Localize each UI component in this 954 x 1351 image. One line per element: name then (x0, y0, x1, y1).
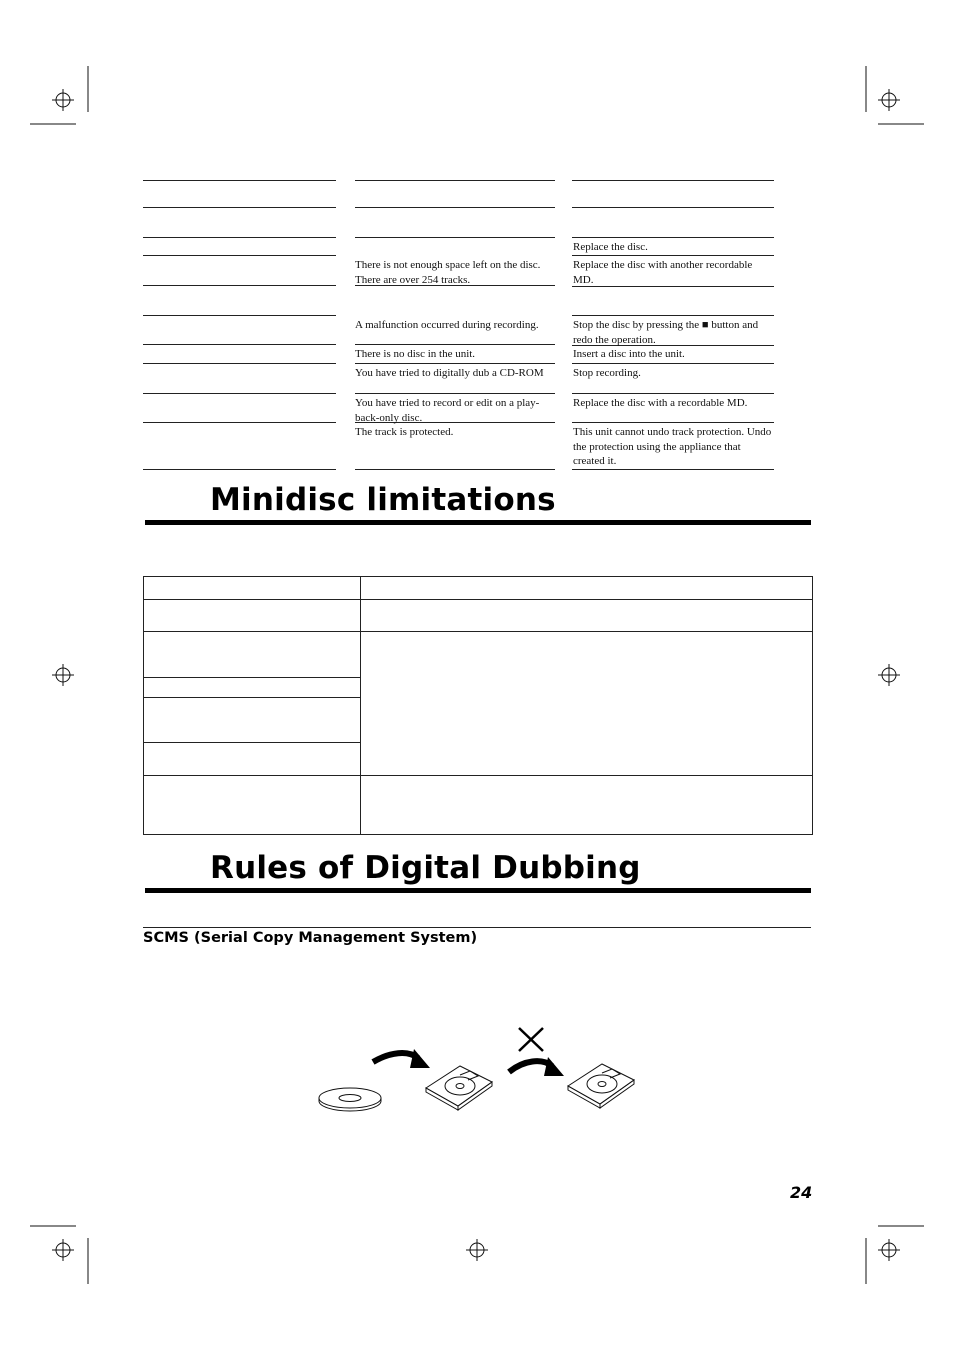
table-cell-remedy: Stop recording. (573, 367, 641, 379)
table-rule (143, 237, 336, 238)
table-rule (572, 422, 774, 423)
table-rule (143, 363, 336, 364)
section-title-digital-dubbing: Rules of Digital Dubbing (210, 850, 641, 886)
cross-mark-icon (519, 1028, 543, 1051)
table-rule (143, 697, 360, 698)
table-rule (355, 237, 555, 238)
table-rule (143, 315, 336, 316)
table-rule (143, 599, 813, 600)
table-rule (572, 207, 774, 208)
table-rule (143, 742, 360, 743)
registration-mark-icon (466, 1239, 488, 1261)
table-rule (143, 422, 336, 423)
table-rule (572, 363, 774, 364)
table-rule (355, 207, 555, 208)
curved-arrow-icon (373, 1049, 430, 1068)
table-cell-cause: There is not enough space left on the disc. There are over 254 tracks. (355, 259, 541, 286)
scms-illustration (310, 1020, 650, 1120)
table-frame (143, 576, 813, 835)
table-cell-remedy: Replace the disc with a recordable MD. (573, 397, 748, 409)
table-cell-cause: The track is protected. (355, 426, 454, 438)
section-title-minidisc-limitations: Minidisc limitations (210, 482, 556, 518)
minidisc-icon (568, 1064, 634, 1108)
table-cell-cause: You have tried to record or edit on a play-back-only disc. (355, 397, 540, 424)
registration-mark-icon (878, 664, 900, 686)
table-rule (572, 255, 774, 256)
table-rule (355, 180, 555, 181)
table-rule (143, 469, 336, 470)
table-rule (355, 363, 555, 364)
table-rule (143, 285, 336, 286)
table-rule (355, 344, 555, 345)
table-cell-remedy: This unit cannot undo track protection. Undo the protection using the appliance that created it. (573, 426, 772, 467)
table-cell-cause: There is no disc in the unit. (355, 348, 476, 360)
table-rule (143, 677, 360, 678)
table-rule (143, 393, 336, 394)
table-rule (572, 180, 774, 181)
table-rule (143, 180, 336, 181)
table-cell-remedy: Replace the disc with another recordable MD. (573, 259, 753, 286)
page-number: 24 (790, 1183, 813, 1202)
registration-mark-icon (878, 89, 900, 111)
table-column-divider (360, 576, 361, 835)
registration-mark-icon (52, 89, 74, 111)
table-rule (143, 631, 813, 632)
subsection-title-scms: SCMS (Serial Copy Management System) (143, 930, 478, 946)
table-cell-cause: You have tried to digitally dub a CD-ROM (355, 367, 544, 379)
table-rule (572, 393, 774, 394)
table-rule (572, 469, 774, 470)
minidisc-icon (426, 1066, 492, 1110)
table-cell-remedy: Stop the disc by pressing the ■ button and redo the operation. (573, 319, 759, 346)
subsection-rule (143, 927, 811, 928)
table-rule (355, 393, 555, 394)
registration-mark-icon (52, 1239, 74, 1261)
section-divider (145, 520, 811, 525)
table-cell-remedy: Replace the disc. (573, 241, 648, 253)
registration-mark-icon (878, 1239, 900, 1261)
table-rule (143, 344, 336, 345)
table-rule (143, 207, 336, 208)
table-rule (572, 315, 774, 316)
registration-mark-icon (52, 664, 74, 686)
table-rule (143, 255, 336, 256)
curved-arrow-icon (509, 1057, 564, 1076)
section-divider (145, 888, 811, 893)
table-rule (572, 237, 774, 238)
table-rule (355, 469, 555, 470)
table-cell-remedy: Insert a disc into the unit. (573, 348, 685, 360)
cd-disc-icon (319, 1088, 381, 1111)
table-cell-cause: A malfunction occurred during recording. (355, 319, 539, 331)
table-rule (143, 775, 813, 776)
